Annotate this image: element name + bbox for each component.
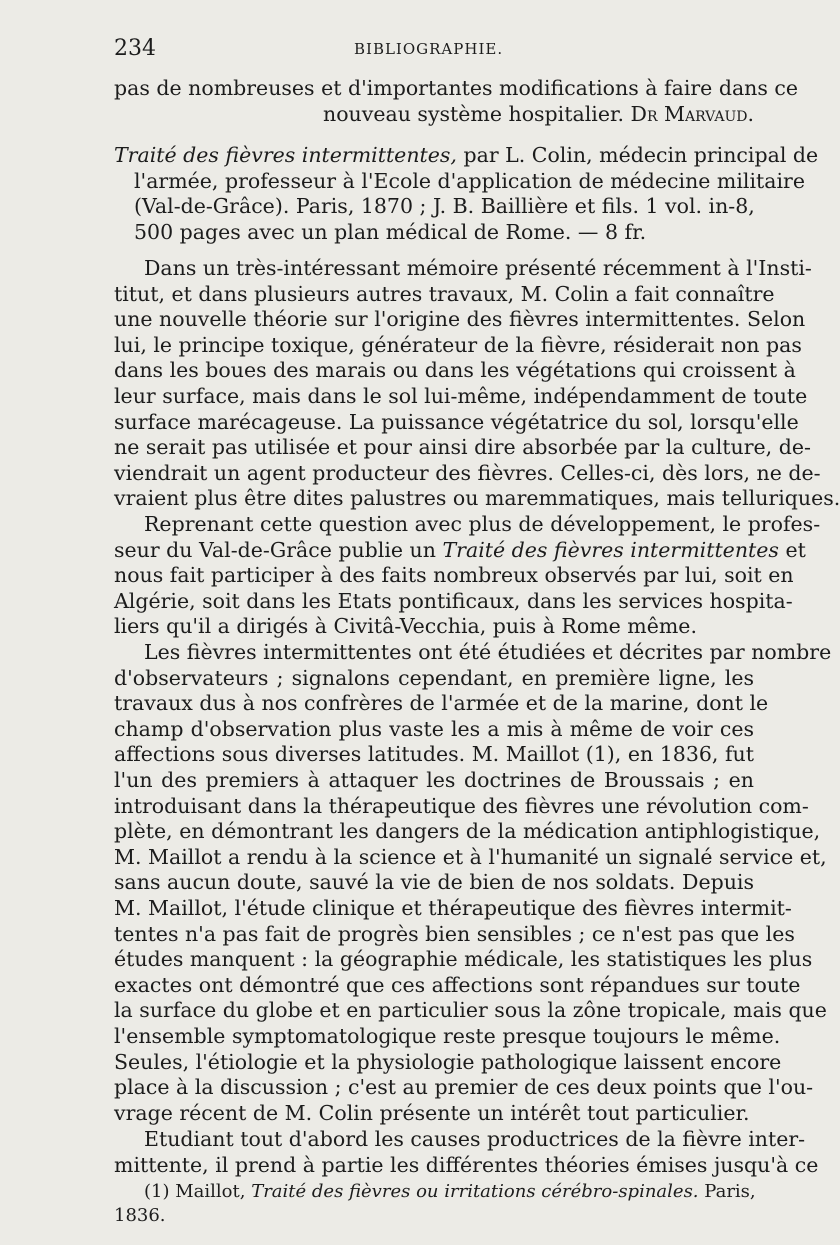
text-line: introduisant dans la thérapeutique des fièvres une révolution com- [114,793,809,818]
text-fragment: (1) Maillot, [144,1181,246,1202]
text-line: vrage récent de M. Colin présente un intérêt tout particulier. [114,1100,750,1125]
book-author: par L. Colin, [463,143,593,167]
page-header [114,36,752,66]
footnote-title: Traité des fièvres ou irritations cérébro-spinales. [251,1181,699,1202]
running-head: BIBLIOGRAPHIE. [354,40,504,58]
text-line: études manquent : la géographie médicale, les statistiques les plus [114,947,813,972]
body-paragraph [114,512,821,640]
text-line: Les fièvres intermittentes ont été étudiées et décrites par nombre [144,640,832,664]
text-line: une nouvelle théorie sur l'origine des fièvres intermittentes. Selon [114,307,806,332]
body-paragraph [114,256,840,512]
text-line: pas de nombreuses et d'importantes modifications à faire dans ce [114,76,799,100]
text-line: ne serait pas utilisée et pour ainsi dire absorbée par la culture, de- [114,435,811,460]
text-fragment: nouveau système hospitalier. [323,101,625,126]
text-line: place à la discussion ; c'est au premier de ces deux points que l'ou- [114,1075,814,1100]
text-line: plète, en démontrant les dangers de la médication antiphlogistique, [114,819,821,844]
text-line: 1836. [114,1205,166,1226]
text-line [114,1180,754,1204]
text-line: lui, le principe toxique, générateur de la fièvre, résiderait non pas [114,332,802,357]
text-line: Dans un très-intéressant mémoire présenté récemment à l'Insti- [144,256,812,280]
text-line: 500 pages avec un plan médical de Rome. — 8 fr. [134,219,647,244]
text-line: la surface du globe et en particulier sous la zône tropicale, mais que [114,998,827,1023]
text-line: M. Maillot a rendu à la science et à l'humanité un signalé service et, [114,844,827,869]
text-line: vraient plus être dites palustres ou maremmatiques, mais telluriques. [114,486,840,511]
text-line: champ d'observation plus vaste les a mis à même de voir ces [114,716,754,741]
text-fragment: médecin principal de [599,143,819,167]
book-title-inline: Traité des fièvres intermittentes [442,537,779,562]
intro-paragraph [114,76,799,127]
text-line: M. Maillot, l'étude clinique et thérapeutique des fièvres intermit- [114,895,792,920]
text-line: liers qu'il a dirigés à Civitâ-Vecchia, puis à Rome même. [114,614,697,639]
text-line: nous fait participer à des faits nombreux observés par lui, soit en [114,563,794,588]
author-signature: Dr Marvaud. [630,101,754,126]
text-line: Reprenant cette question avec plus de développement, le profes- [144,512,821,536]
text-line: sans aucun doute, sauvé la vie de bien de nos soldats. Depuis [114,870,754,895]
text-line: viendrait un agent producteur des fièvres. Celles-ci, dès lors, ne de- [114,460,821,485]
text-line: Etudiant tout d'abord les causes productrices de la fièvre inter- [144,1127,806,1151]
text-line: mittente, il prend à partie les différentes théories émises jusqu'à ce [114,1152,819,1177]
body-paragraph [114,1127,819,1178]
page-number: 234 [114,36,156,61]
text-line: tentes n'a pas fait de progrès bien sensibles ; ce n'est pas que les [114,921,795,946]
text-line: dans les boues des marais ou dans les végétations qui croissent à [114,358,796,383]
text-fragment: Paris, [704,1181,756,1202]
text-line: surface marécageuse. La puissance végétatrice du sol, lorsqu'elle [114,409,799,434]
bibliographic-reference [114,143,819,245]
text-line [114,102,754,128]
text-fragment: et [785,537,806,562]
text-line: (Val-de-Grâce). Paris, 1870 ; J. B. Baillière et fils. 1 vol. in-8, [134,194,755,219]
text-line: titut, et dans plusieurs autres travaux, M. Colin a fait connaître [114,281,775,306]
text-line: exactes ont démontré que ces affections sont répandues sur toute [114,972,801,997]
text-line: affections sous diverses latitudes. M. Maillot (1), en 1836, fut [114,742,754,767]
footnote [114,1180,754,1228]
text-line: l'armée, professeur à l'Ecole d'application de médecine militaire [134,168,805,193]
text-line: Seules, l'étiologie et la physiologie pathologique laissent encore [114,1049,782,1074]
text-line [114,537,806,564]
text-line: Algérie, soit dans les Etats pontificaux, dans les services hospita- [114,588,793,613]
text-line: l'ensemble symptomatologique reste presque toujours le même. [114,1023,781,1048]
text-line: l'un des premiers à attaquer les doctrines de Broussais ; en [114,767,754,792]
body-paragraph [114,640,832,1126]
text-fragment: seur du Val-de-Grâce publie un [114,537,436,562]
text-line: travaux dus à nos confrères de l'armée et de la marine, dont le [114,691,769,716]
text-line: leur surface, mais dans le sol lui-même, indépendamment de toute [114,383,808,408]
text-line [114,143,819,169]
text-line: d'observateurs ; signalons cependant, en première ligne, les [114,665,754,690]
book-title: Traité des fièvres intermittentes, [114,143,457,167]
